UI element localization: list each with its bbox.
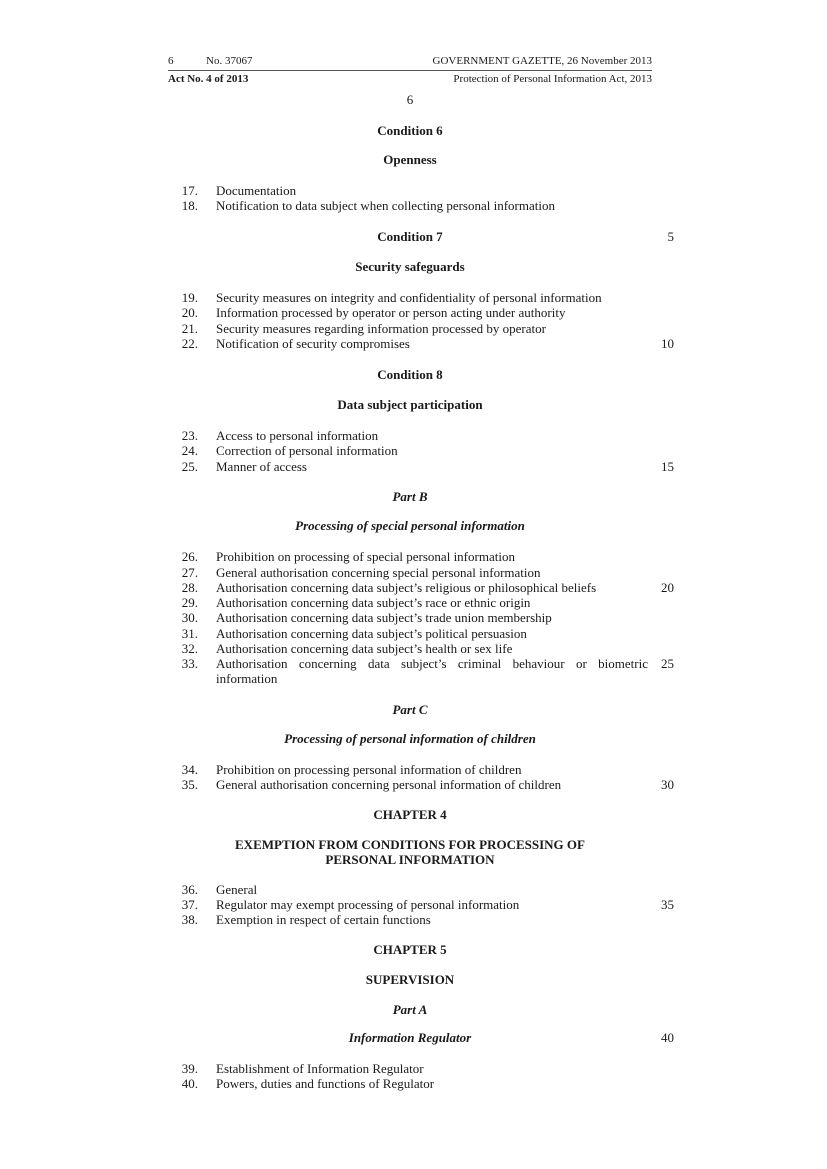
item-text: Authorisation concerning data subject’s political persuasion [216, 626, 527, 641]
item-number: 24. [181, 443, 198, 458]
item-text: Regulator may exempt processing of personal information [216, 897, 520, 912]
item-number: 34. [181, 762, 198, 777]
page-number: 6 [168, 55, 174, 67]
item-number: 31. [181, 626, 198, 641]
line-number: 5 [667, 229, 674, 244]
item-text: Information processed by operator or person acting under authority [216, 305, 566, 320]
heading-exemption-line2: PERSONAL INFORMATION [325, 852, 495, 867]
item-text: Security measures on integrity and confidentiality of personal information [216, 290, 602, 305]
item-text: Authorisation concerning data subject’s health or sex life [216, 641, 513, 656]
heading-condition-8: Condition 8 [377, 367, 443, 382]
item-text: Access to personal information [216, 428, 379, 443]
heading-children: Processing of personal information of children [284, 731, 536, 746]
heading-condition-7: Condition 7 [377, 229, 443, 244]
item-text: General [216, 882, 258, 897]
item-number: 18. [181, 198, 198, 213]
item-number: 26. [181, 549, 198, 564]
item-number: 35. [181, 777, 198, 792]
item-text: Prohibition on processing personal information of children [216, 762, 522, 777]
heading-exemption-line1: EXEMPTION FROM CONDITIONS FOR PROCESSING OF [235, 837, 585, 852]
line-number: 20 [661, 580, 674, 595]
item-text: Authorisation concerning data subject’s criminal behaviour or biometric [216, 656, 648, 671]
heading-part-c: Part C [392, 702, 428, 717]
item-text: Notification of security compromises [216, 336, 410, 351]
item-text: Security measures regarding information processed by operator [216, 321, 546, 336]
item-number: 23. [181, 428, 198, 443]
item-number: 27. [181, 565, 198, 580]
heading-information-regulator: Information Regulator [348, 1030, 472, 1045]
item-text: General authorisation concerning personal information of children [216, 777, 562, 792]
item-text: information [216, 671, 278, 686]
item-number: 37. [181, 897, 198, 912]
item-number: 38. [181, 912, 198, 927]
heading-chapter-5: CHAPTER 5 [373, 942, 447, 957]
item-number: 28. [181, 580, 198, 595]
item-number: 20. [181, 305, 198, 320]
item-number: 30. [181, 610, 198, 625]
heading-data-subject-participation: Data subject participation [337, 397, 483, 412]
item-text: Authorisation concerning data subject’s trade union membership [216, 610, 552, 625]
line-number: 30 [661, 777, 674, 792]
item-number: 19. [181, 290, 198, 305]
line-number: 10 [661, 336, 674, 351]
heading-chapter-4: CHAPTER 4 [373, 807, 447, 822]
heading-part-a: Part A [392, 1002, 428, 1017]
item-text: Prohibition on processing of special personal information [216, 549, 515, 564]
item-number: 40. [181, 1076, 198, 1091]
heading-security-safeguards: Security safeguards [355, 259, 465, 274]
gazette-number: No. 37067 [206, 55, 253, 67]
heading-special-personal-information: Processing of special personal information [295, 518, 525, 533]
item-text: Correction of personal information [216, 443, 398, 458]
item-number: 22. [181, 336, 198, 351]
heading-openness: Openness [383, 152, 437, 167]
item-text: Authorisation concerning data subject’s race or ethnic origin [216, 595, 531, 610]
item-number: 33. [181, 656, 198, 671]
item-text: Exemption in respect of certain functions [216, 912, 431, 927]
item-number: 17. [181, 183, 198, 198]
internal-page-number: 6 [406, 92, 414, 107]
line-number: 25 [661, 656, 674, 671]
item-number: 39. [181, 1061, 198, 1076]
item-number: 32. [181, 641, 198, 656]
gazette-title: GOVERNMENT GAZETTE, 26 November 2013 [432, 55, 652, 67]
item-number: 29. [181, 595, 198, 610]
item-text: General authorisation concerning special personal information [216, 565, 541, 580]
item-text: Notification to data subject when collecting personal information [216, 198, 555, 213]
header-rule [168, 70, 652, 71]
item-number: 25. [181, 459, 198, 474]
line-number: 35 [661, 897, 674, 912]
line-number: 40 [661, 1030, 674, 1045]
item-text: Manner of access [216, 459, 307, 474]
item-text: Documentation [216, 183, 297, 198]
heading-condition-6: Condition 6 [377, 123, 443, 138]
line-number: 15 [661, 459, 674, 474]
item-number: 21. [181, 321, 198, 336]
act-title: Protection of Personal Information Act, 2013 [453, 73, 652, 85]
item-text: Establishment of Information Regulator [216, 1061, 424, 1076]
item-text: Authorisation concerning data subject’s religious or philosophical beliefs [216, 580, 597, 595]
act-number: Act No. 4 of 2013 [168, 73, 249, 85]
item-text: Powers, duties and functions of Regulator [216, 1076, 435, 1091]
item-number: 36. [181, 882, 198, 897]
heading-supervision: SUPERVISION [365, 972, 455, 987]
heading-part-b: Part B [392, 489, 428, 504]
